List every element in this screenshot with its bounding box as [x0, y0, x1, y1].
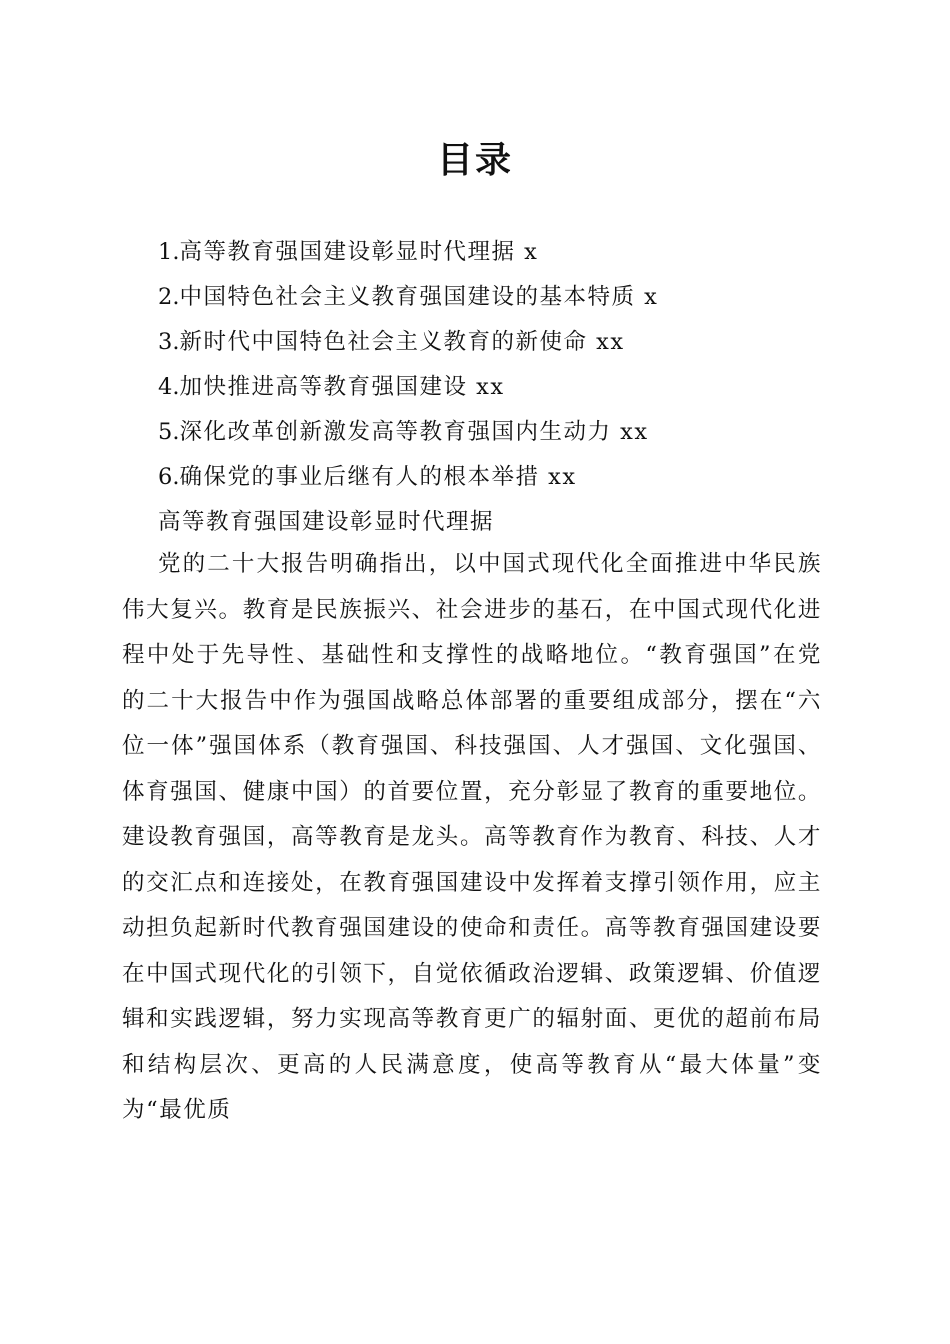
toc-item-page: x [524, 239, 539, 265]
body-paragraph: 党的二十大报告明确指出，以中国式现代化全面推进中华民族伟大复兴。教育是民族振兴、社会进步的基石，在中国式现代化进程中处于先导性、基础性和支撑性的战略地位。“教育强国”在党的二十大报告中作为强国战略总体部署的重要组成部分，摆在“六位一体”强国体系（教育强国、科技强国、人才强国、文化强国、体育强国、健康中国）的首要位置，充分彰显了教育的重要地位。建设教育强国，高等教育是龙头。高等教育作为教育、科技、人才的交汇点和连接处，在教育强国建设中发挥着支撑引领作用，应主动担负起新时代教育强国建设的使命和责任。高等教育强国建设要在中国式现代化的引领下，自觉依循政治逻辑、政策逻辑、价值逻辑和实践逻辑，努力实现高等教育更广的辐射面、更优的超前布局和结构层次、更高的人民满意度，使高等教育从“最大体量”变为“最优质 [122, 551, 822, 1123]
toc-item-number: 2. [158, 284, 180, 310]
page-title: 目录 [436, 139, 513, 181]
toc-item-number: 3. [158, 329, 180, 355]
toc-item-number: 4. [158, 374, 180, 400]
toc-item-text: 高等教育强国建设彰显时代理据 [179, 239, 516, 265]
table-of-contents [158, 230, 658, 500]
toc-item-text: 确保党的事业后继有人的根本举措 [179, 464, 540, 490]
toc-item-text: 深化改革创新激发高等教育强国内生动力 [179, 419, 612, 445]
toc-item-page: xx [596, 329, 625, 355]
toc-item-page: xx [620, 419, 649, 445]
toc-item-text: 加快推进高等教育强国建设 [179, 374, 468, 400]
toc-item[interactable] [158, 230, 658, 275]
toc-item[interactable] [158, 365, 658, 410]
toc-item[interactable] [158, 410, 658, 455]
toc-item[interactable] [158, 455, 658, 500]
toc-item-number: 1. [158, 239, 180, 265]
toc-item[interactable] [158, 320, 658, 365]
toc-item-number: 6. [158, 464, 180, 490]
toc-item[interactable] [158, 275, 658, 320]
section-heading: 高等教育强国建设彰显时代理据 [158, 509, 495, 535]
toc-item-page: x [644, 284, 659, 310]
toc-item-text: 中国特色社会主义教育强国建设的基本特质 [179, 284, 636, 310]
toc-item-page: xx [548, 464, 577, 490]
toc-item-text: 新时代中国特色社会主义教育的新使命 [179, 329, 588, 355]
toc-item-page: xx [476, 374, 505, 400]
toc-item-number: 5. [158, 419, 180, 445]
